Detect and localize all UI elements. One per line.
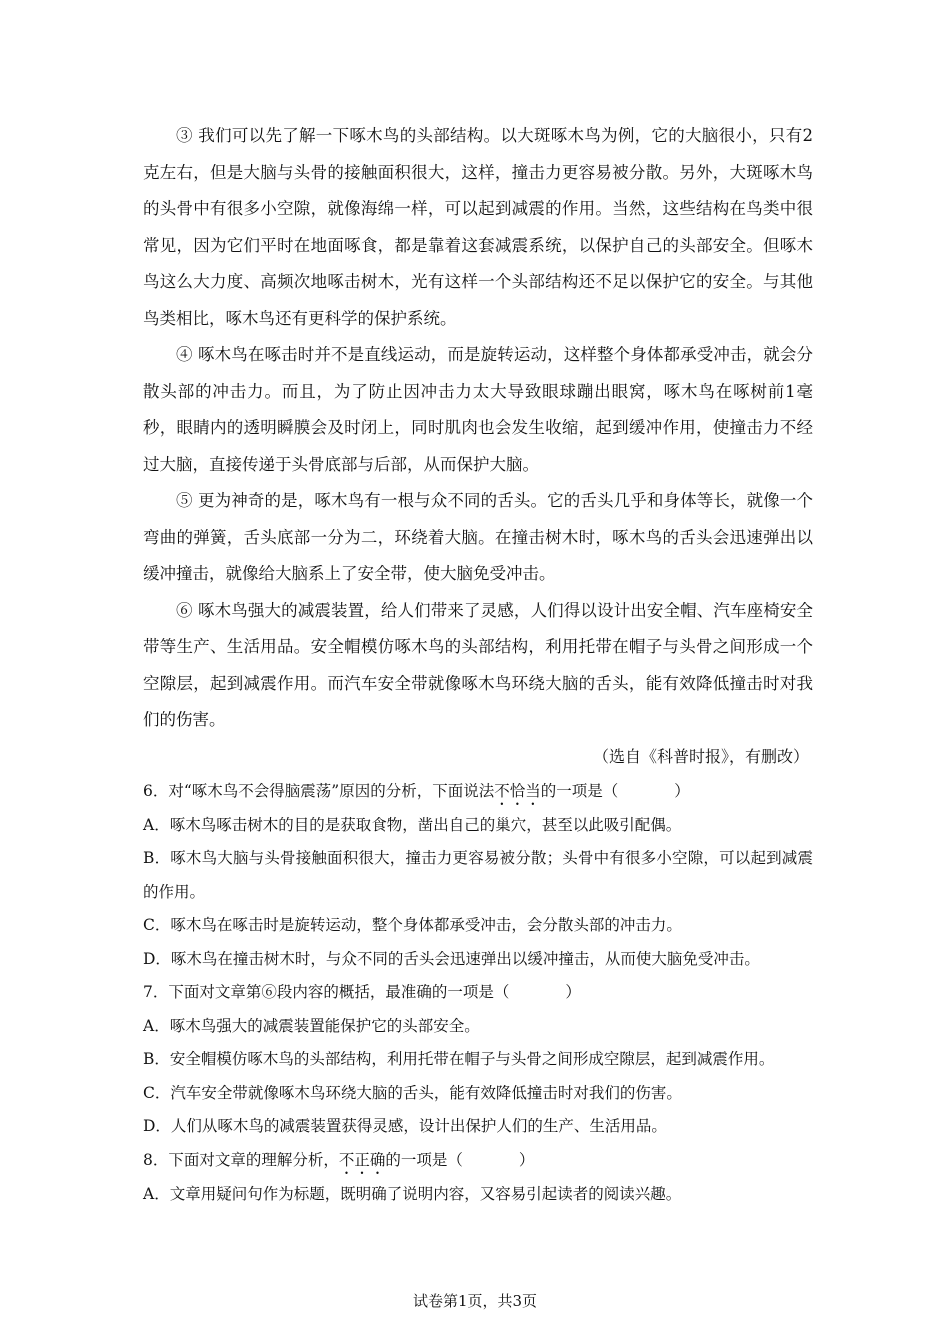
emphasis-text: 不恰当 [494,781,541,800]
exam-content [143,118,813,1211]
question-7-option-d: D．人们从啄木鸟的减震装置获得灵感，设计出保护人们的生产、生活用品。 [143,1117,667,1135]
question-6-option-d: D．啄木鸟在撞击树木时，与众不同的舌头会迅速弹出以缓冲撞击，从而使大脑免受冲击。 [143,949,760,968]
question-7-option-c: C．汽车安全带就像啄木鸟环绕大脑的舌头，能有效降低撞击时对我们的伤害。 [143,1083,682,1102]
question-6-option-c: C．啄木鸟在啄击时是旋转运动，整个身体都承受冲击，会分散头部的冲击力。 [143,916,682,934]
question-7-stem: 7．下面对文章第⑥段内容的概括，最准确的一项是（ ） [143,983,581,1001]
question-8-option-a: A．文章用疑问句作为标题，既明确了说明内容，又容易引起读者的阅读兴趣。 [143,1184,682,1203]
question-7-option-a: A．啄木鸟强大的减震装置能保护它的头部安全。 [143,1016,480,1035]
passage-source: （选自《科普时报》，有删改） [592,746,809,766]
paragraph-3: ③ 我们可以先了解一下啄木鸟的头部结构。以大斑啄木鸟为例，它的大脑很小，只有2克左右，但是大脑与头骨的接触面积很大，这样，撞击力更容易被分散。另外，大斑啄木鸟的头骨中有很多小空隙，就像海绵一样，可以起到减震的作用。当然，这些结构在鸟类中很常见，因为它们平时在地面啄食，都是靠着这套减震系统，以保护自己的头部安全。但啄木鸟这么大力度、高频次地啄击树木，光有这样一个头部结构还不足以保护它的安全。与其他鸟类相比，啄木鸟还有更科学的保护系统。 [143,126,813,328]
page-footer: 试卷第1页，共3页 [412,1292,538,1310]
question-8-stem: 8．下面对文章的理解分析，不正确的一项是（ ） [143,1150,535,1169]
emphasis-text: 不正确 [338,1150,386,1169]
question-7-option-b: B．安全帽模仿啄木鸟的头部结构，利用托带在帽子与头骨之间形成空隙层，起到减震作用。 [143,1050,775,1068]
paragraph-6: ⑥ 啄木鸟强大的减震装置，给人们带来了灵感，人们得以设计出安全帽、汽车座椅安全带等生产、生活用品。安全帽模仿啄木鸟的头部结构，利用托带在帽子与头骨之间形成一个空隙层，起到减震作用。而汽车安全带就像啄木鸟环绕大脑的舌头，能有效降低撞击时对我们的伤害。 [143,600,813,729]
question-6-option-b: B．啄木鸟大脑与头骨接触面积很大，撞击力更容易被分散；头骨中有很多小空隙，可以起到减震的作用。 [143,849,813,901]
question-6-option-a: A．啄木鸟啄击树木的目的是获取食物，凿出自己的巢穴，甚至以此吸引配偶。 [143,815,682,834]
question-6-stem: 6．对“啄木鸟不会得脑震荡”原因的分析，下面说法不恰当的一项是（ ） [143,781,690,800]
paragraph-5: ⑤ 更为神奇的是，啄木鸟有一根与众不同的舌头。它的舌头几乎和身体等长，就像一个弯曲的弹簧，舌头底部一分为二，环绕着大脑。在撞击树木时，啄木鸟的舌头会迅速弹出以缓冲撞击，就像给大脑系上了安全带，使大脑免受冲击。 [143,491,813,583]
paragraph-4: ④ 啄木鸟在啄击时并不是直线运动，而是旋转运动，这样整个身体都承受冲击，就会分散头部的冲击力。而且，为了防止因冲击力太大导致眼球蹦出眼窝，啄木鸟在啄树前1毫秒，眼睛内的透明瞬膜会及时闭上，同时肌肉也会发生收缩，起到缓冲作用，使撞击力不经过大脑，直接传递于头骨底部与后部，从而保护大脑。 [143,345,813,474]
